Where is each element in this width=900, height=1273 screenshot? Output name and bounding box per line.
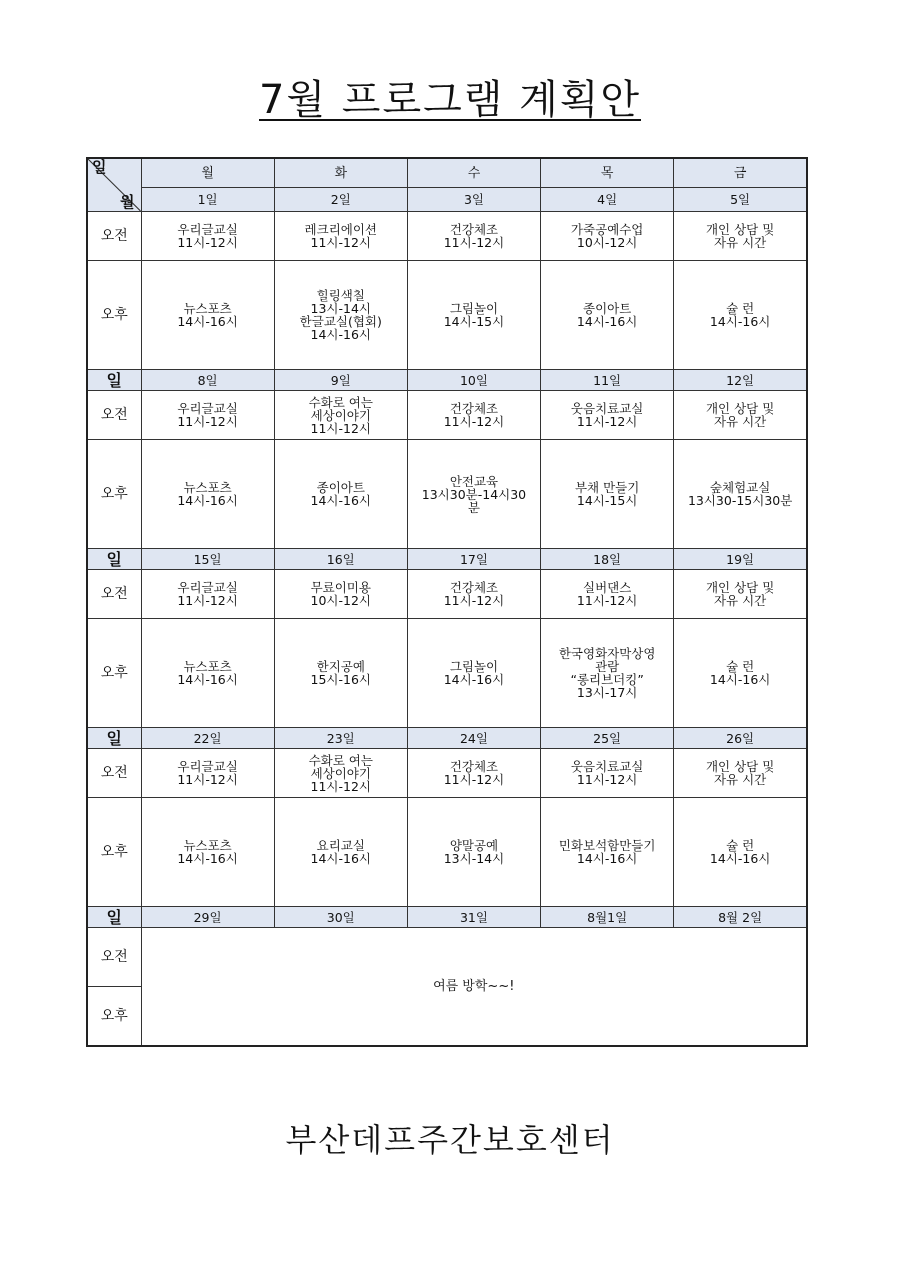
am-label: 오전 [87, 391, 141, 440]
program-cell: 숲체험교실 13시30-15시30분 [674, 440, 807, 549]
program-cell: 그림놀이 14시-16시 [407, 619, 540, 728]
program-cell: 무료이미용 10시-12시 [274, 570, 407, 619]
date-cell: 19일 [674, 549, 807, 570]
program-cell: 우리글교실 11시-12시 [141, 570, 274, 619]
pm-row-week3 [87, 619, 807, 728]
weekday-wed: 수 [407, 158, 540, 188]
program-cell: 종이아트 14시-16시 [541, 261, 674, 370]
am-row-week4 [87, 749, 807, 798]
program-cell: 개인 상담 및 자유 시간 [674, 212, 807, 261]
program-cell: 그림놀이 14시-15시 [407, 261, 540, 370]
am-row-week3 [87, 570, 807, 619]
center-name: 부산데프주간보호센터 [285, 1121, 615, 1159]
program-cell: 안전교육 13시30분-14시30 분 [407, 440, 540, 549]
week-label: 일 [87, 907, 141, 928]
program-cell: 수화로 여는 세상이야기 11시-12시 [274, 391, 407, 440]
program-cell: 우리글교실 11시-12시 [141, 212, 274, 261]
date-row-week4 [87, 728, 807, 749]
program-cell: 개인 상담 및 자유 시간 [674, 570, 807, 619]
program-cell: 뉴스포츠 14시-16시 [141, 798, 274, 907]
am-row-week5 [87, 928, 807, 987]
date-cell: 15일 [141, 549, 274, 570]
program-cell: 종이아트 14시-16시 [274, 440, 407, 549]
corner-month-label: 월 [120, 193, 135, 211]
date-row-week2 [87, 370, 807, 391]
date-cell: 29일 [141, 907, 274, 928]
program-cell: 웃음치료교실 11시-12시 [541, 749, 674, 798]
corner-cell [87, 158, 141, 212]
date-cell: 26일 [674, 728, 807, 749]
date-cell: 12일 [674, 370, 807, 391]
summer-vacation-note: 여름 방학~~! [141, 928, 807, 1047]
am-row-week2 [87, 391, 807, 440]
weekday-mon: 월 [141, 158, 274, 188]
date-cell: 30일 [274, 907, 407, 928]
pm-label: 오후 [87, 619, 141, 728]
corner-day-label: 일 [92, 158, 107, 176]
am-row-week1 [87, 212, 807, 261]
date-cell: 3일 [407, 188, 540, 212]
program-cell: 뉴스포츠 14시-16시 [141, 619, 274, 728]
date-row-week3 [87, 549, 807, 570]
program-cell: 슐 런 14시-16시 [674, 619, 807, 728]
week-label: 일 [87, 549, 141, 570]
weekday-thu: 목 [541, 158, 674, 188]
date-cell: 5일 [674, 188, 807, 212]
date-cell: 17일 [407, 549, 540, 570]
pm-row-week2 [87, 440, 807, 549]
date-cell: 8일 [141, 370, 274, 391]
program-cell: 가죽공예수업 10시-12시 [541, 212, 674, 261]
weekday-tue: 화 [274, 158, 407, 188]
program-cell: 개인 상담 및 자유 시간 [674, 391, 807, 440]
pm-label: 오후 [87, 261, 141, 370]
am-label: 오전 [87, 570, 141, 619]
pm-row-week4 [87, 798, 807, 907]
pm-row-week1 [87, 261, 807, 370]
program-cell: 건강체조 11시-12시 [407, 749, 540, 798]
page-title-wrap [0, 68, 900, 125]
program-cell: 뉴스포츠 14시-16시 [141, 440, 274, 549]
am-label: 오전 [87, 749, 141, 798]
program-cell: 뉴스포츠 14시-16시 [141, 261, 274, 370]
date-row-week5 [87, 907, 807, 928]
program-cell: 슐 런 14시-16시 [674, 798, 807, 907]
pm-label: 오후 [87, 440, 141, 549]
date-cell: 16일 [274, 549, 407, 570]
program-cell: 건강체조 11시-12시 [407, 391, 540, 440]
date-cell: 10일 [407, 370, 540, 391]
program-cell: 슐 런 14시-16시 [674, 261, 807, 370]
program-cell: 민화보석함만들기 14시-16시 [541, 798, 674, 907]
program-cell: 개인 상담 및 자유 시간 [674, 749, 807, 798]
program-cell: 양말공예 13시-14시 [407, 798, 540, 907]
date-cell: 1일 [141, 188, 274, 212]
week-label: 일 [87, 728, 141, 749]
schedule-table [86, 157, 808, 1047]
date-cell: 25일 [541, 728, 674, 749]
date-cell: 4일 [541, 188, 674, 212]
program-cell: 웃음치료교실 11시-12시 [541, 391, 674, 440]
date-cell: 8월 2일 [674, 907, 807, 928]
program-cell: 부채 만들기 14시-15시 [541, 440, 674, 549]
page-title: 7월 프로그램 계획안 [259, 77, 641, 123]
program-cell: 힐링색칠 13시-14시 한글교실(협회) 14시-16시 [274, 261, 407, 370]
weekday-fri: 금 [674, 158, 807, 188]
date-cell: 24일 [407, 728, 540, 749]
pm-label: 오후 [87, 987, 141, 1047]
date-cell: 31일 [407, 907, 540, 928]
date-row-week1 [87, 188, 807, 212]
weekday-header-row [87, 158, 807, 188]
program-cell: 레크리에이션 11시-12시 [274, 212, 407, 261]
pm-label: 오후 [87, 798, 141, 907]
program-cell: 건강체조 11시-12시 [407, 570, 540, 619]
date-cell: 9일 [274, 370, 407, 391]
program-cell: 건강체조 11시-12시 [407, 212, 540, 261]
am-label: 오전 [87, 212, 141, 261]
date-cell: 22일 [141, 728, 274, 749]
program-cell: 실버댄스 11시-12시 [541, 570, 674, 619]
program-cell: 수화로 여는 세상이야기 11시-12시 [274, 749, 407, 798]
date-cell: 11일 [541, 370, 674, 391]
am-label: 오전 [87, 928, 141, 987]
date-cell: 18일 [541, 549, 674, 570]
program-cell: 우리글교실 11시-12시 [141, 391, 274, 440]
program-cell: 한국영화자막상영 관람 “롱리브더킹” 13시-17시 [541, 619, 674, 728]
date-cell: 2일 [274, 188, 407, 212]
program-cell: 한지공예 15시-16시 [274, 619, 407, 728]
program-cell: 우리글교실 11시-12시 [141, 749, 274, 798]
program-cell: 요리교실 14시-16시 [274, 798, 407, 907]
week-label: 일 [87, 370, 141, 391]
date-cell: 23일 [274, 728, 407, 749]
date-cell: 8월1일 [541, 907, 674, 928]
